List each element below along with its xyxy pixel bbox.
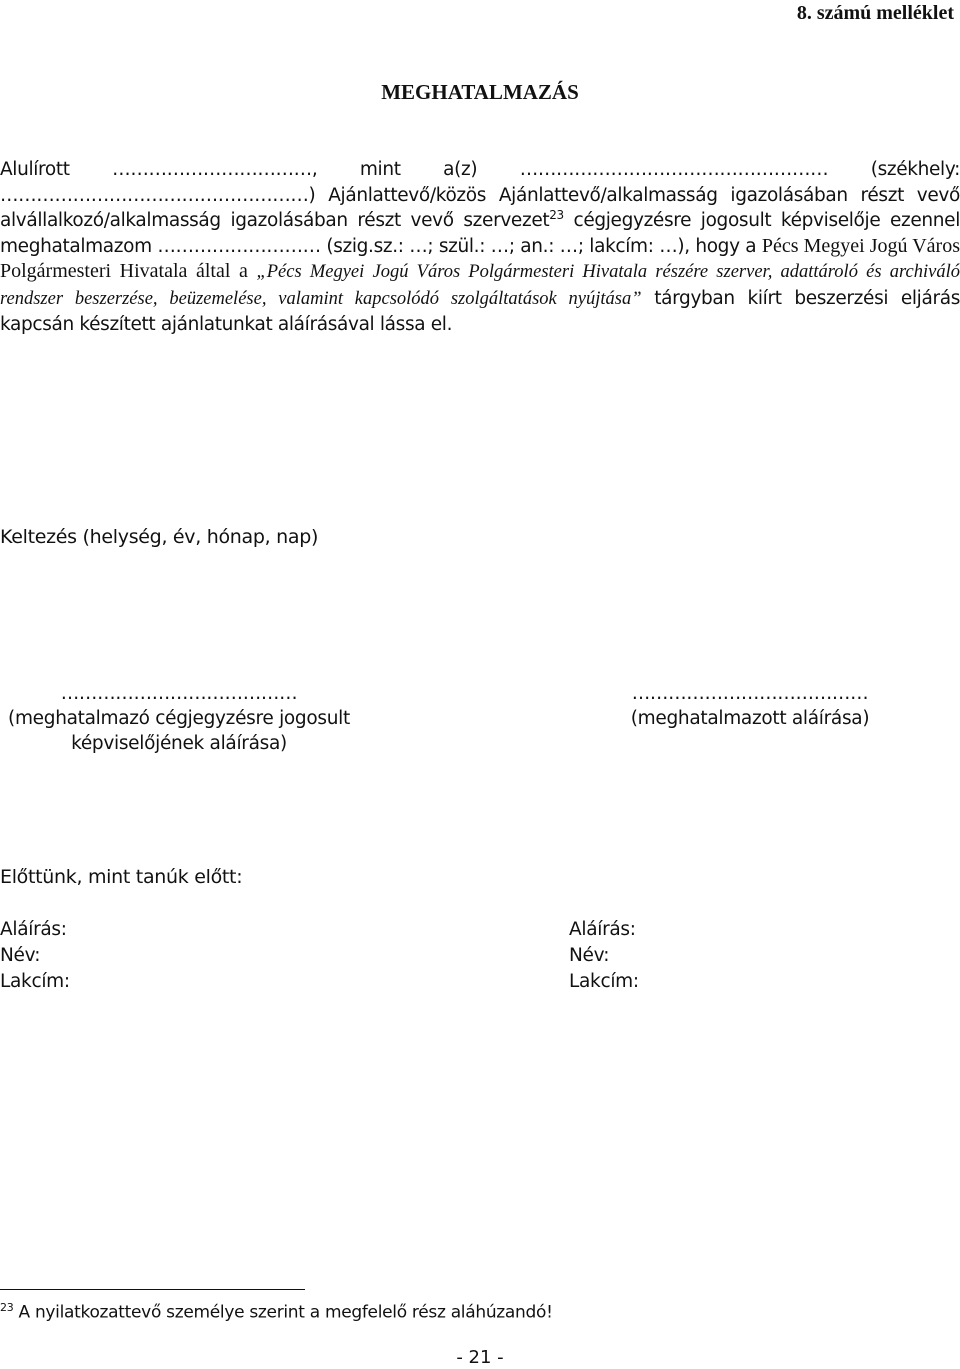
witness-left-signature-label: Aláírás: [0, 919, 67, 940]
authorization-paragraph [0, 157, 960, 338]
footnote-reference: 23 [549, 207, 564, 222]
procurement-subject: „Pécs Megyei Jogú Város Polgármesteri Hivatala részére szerver, adattároló és archiváló rendszer beszerzése, beüzemelése, valamint kapcsolódó szolgáltatások nyújtása” [0, 262, 960, 309]
annex-label: 8. számú melléklet [796, 2, 954, 24]
agent-signature-caption: (meghatalmazott aláírása) [630, 708, 870, 729]
page-number: - 21 - [456, 1347, 504, 1368]
footnote [0, 1301, 553, 1323]
principal-signature-block [0, 681, 358, 756]
witness-right-address-label: Lakcím: [569, 971, 639, 992]
principal-signature-dots: ………………………………… [60, 683, 298, 704]
witness-right-signature-label: Aláírás: [569, 919, 636, 940]
footnote-number: 23 [0, 1301, 14, 1314]
witness-left-name-label: Név: [0, 945, 41, 966]
agent-signature-dots: ………………………………… [631, 683, 869, 704]
paragraph-part-4: tárgyban kiírt beszerzési eljárás kapcsán készített ajánlatunkat aláírásával lássa el. [0, 287, 960, 335]
footnote-separator [0, 1289, 305, 1290]
witness-right-block [569, 917, 639, 995]
principal-signature-caption-2: képviselőjének aláírása) [71, 733, 287, 754]
paragraph-part-3: Pécs Megyei Jogú Város Polgármesteri Hivatala által a [0, 234, 960, 282]
witness-left-address-label: Lakcím: [0, 971, 70, 992]
witness-right-name-label: Név: [569, 945, 610, 966]
agent-signature-block [570, 681, 930, 731]
principal-signature-caption: (meghatalmazó cégjegyzésre jogosult [8, 708, 350, 729]
witness-intro: Előttünk, mint tanúk előtt: [0, 866, 243, 888]
paragraph-part-1: Alulírott ……………………………, mint a(z) …………………………………………… (székhely: ……………………………………………) Ajánlattevő/közös Ajánlattevő/alkalmasság igazolásában részt vevő alvállalkozó/alkalmasság igazolásában részt vevő szervezet [0, 159, 960, 231]
footnote-text: A nyilatkozattevő személye szerint a megfelelő rész aláhúzandó! [13, 1302, 553, 1323]
witness-left-block [0, 917, 70, 995]
dating-line: Keltezés (helység, év, hónap, nap) [0, 526, 319, 548]
paragraph-part-2: cégjegyzésre jogosult képviselője ezennel meghatalmazom ……………………… (szig.sz.: …; szül.: …; an.: …; lakcím: …), hogy a [0, 210, 960, 257]
document-title: MEGHATALMAZÁS [381, 80, 579, 104]
